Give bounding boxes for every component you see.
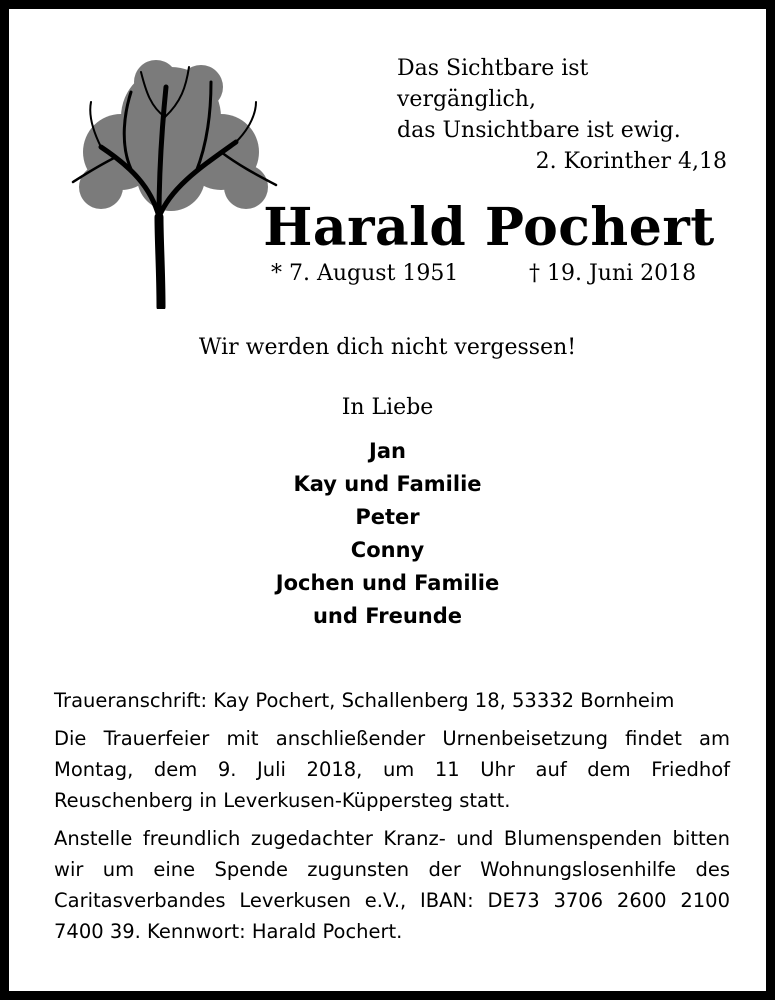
quote-reference: 2. Korinther 4,18: [535, 149, 727, 174]
mourner-name: und Freunde: [312, 604, 463, 628]
in-love-label: In Liebe: [341, 395, 434, 420]
ceremony-info: Die Trauerfeier mit anschließender Urnenbeisetzung findet am Montag, dem 9. Juli 2018, um 11 Uhr auf dem Friedhof Reuschenberg in Leverkusen-Küppersteg statt.: [54, 727, 730, 812]
donation-info: Anstelle freundlich zugedachter Kranz- und Blumenspenden bitten wir um eine Spende zugunsten der Wohnungslosenhilfe des Caritasverbandes Leverkusen e.V., IBAN: DE73 3706 2600 2100 7400 39. Kennwort: Harald Pochert.: [54, 827, 730, 943]
birth-date: * 7. August 1951: [271, 261, 459, 286]
mourner-name: Jan: [369, 439, 406, 463]
mourner-name: Jochen und Familie: [275, 571, 500, 595]
mourner-name: Conny: [350, 538, 425, 562]
notice-details: [54, 685, 730, 954]
bible-quote: [397, 53, 727, 177]
quote-line-2: das Unsichtbare ist ewig.: [397, 118, 681, 143]
tree-icon: [61, 57, 289, 309]
mourning-address: Traueranschrift: Kay Pochert, Schallenberg 18, 53332 Bornheim: [54, 689, 675, 712]
mourners-list: [9, 435, 766, 633]
mourner-name: Kay und Familie: [293, 472, 482, 496]
death-date: † 19. Juni 2018: [529, 261, 697, 286]
motto: Wir werden dich nicht vergessen!: [198, 335, 577, 360]
deceased-name: Harald Pochert: [263, 197, 715, 258]
mourner-name: Peter: [355, 505, 420, 529]
quote-line-1: Das Sichtbare ist vergänglich,: [397, 56, 589, 112]
